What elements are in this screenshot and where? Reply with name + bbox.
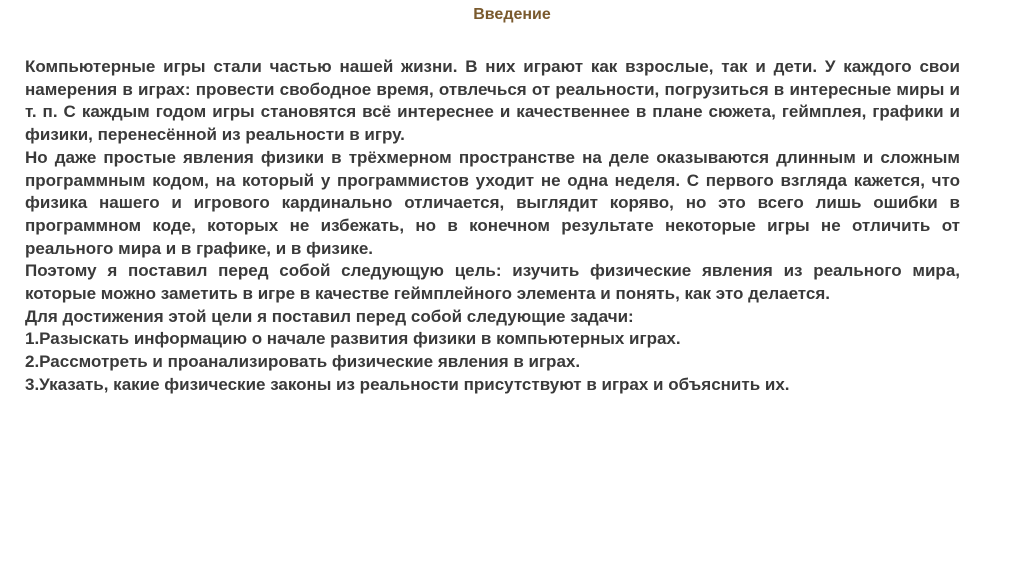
body-text xyxy=(25,56,960,397)
task-item-2: 2.Рассмотреть и проанализировать физические явления в играх. xyxy=(25,352,581,372)
paragraph-physics: Но даже простые явления физики в трёхмерном пространстве на деле оказываются длинным и сложным программным кодом, на который у программистов уходит не одна неделя. С первого взгляда кажется, что физика нашего и игрового кардинально отличается, выглядит коряво, но это всего лишь ошибки в программном коде, которых не избежать, но в конечном результате некоторые игры не отличить от реального мира и в графике, и в физике. xyxy=(25,147,960,258)
paragraph-intro: Компьютерные игры стали частью нашей жизни. В них играют как взрослые, так и дети. У каждого свои намерения в играх: провести свободное время, отвлечься от реальности, погрузиться в интересные миры и т. п. С каждым годом игры становятся всё интереснее и качественнее в плане сюжета, геймплея, графики и физики, перенесённой из реальности в игру. xyxy=(25,57,960,145)
task-item-1: 1.Разыскать информацию о начале развития физики в компьютерных играх. xyxy=(25,329,681,349)
slide-title: Введение xyxy=(473,6,551,23)
task-item-3: 3.Указать, какие физические законы из реальности присутствуют в играх и объяснить их. xyxy=(25,374,790,394)
paragraph-tasks-intro: Для достижения этой цели я поставил перед собой следующие задачи: xyxy=(25,306,634,326)
paragraph-goal: Поэтому я поставил перед собой следующую цель: изучить физические явления из реального мира, которые можно заметить в игре в качестве геймплейного элемента и понять, как это делается. xyxy=(25,261,960,304)
